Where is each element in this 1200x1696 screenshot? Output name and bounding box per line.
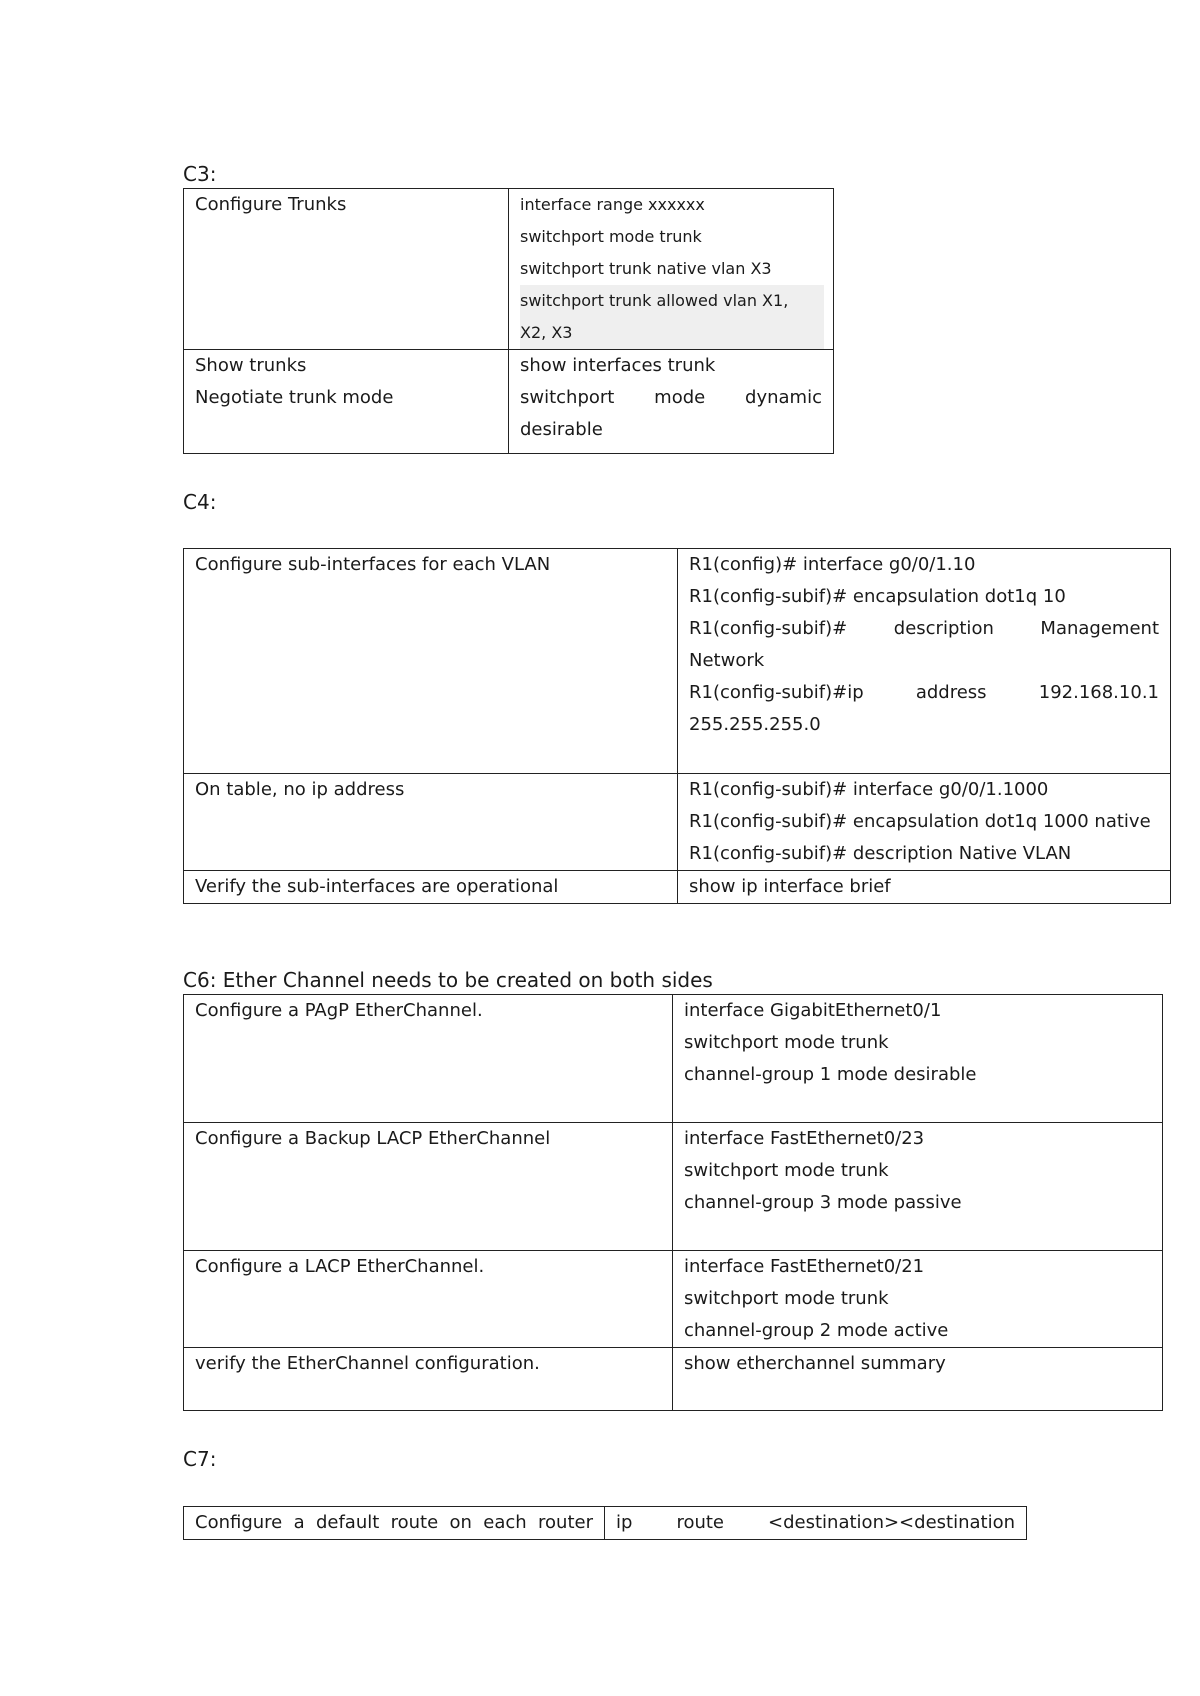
c3-heading: C3: [183, 162, 217, 186]
command-line: switchport mode trunk [684, 1288, 889, 1309]
command-line: Network [689, 650, 765, 671]
row-label: Configure a default route on each router [195, 1512, 593, 1533]
command-line: interface GigabitEthernet0/1 [684, 1000, 942, 1021]
command-cell [673, 1251, 1163, 1348]
command-line: channel-group 2 mode active [684, 1320, 949, 1341]
command-cell [509, 189, 834, 350]
table-row [184, 1123, 1163, 1251]
label-cell [184, 1251, 673, 1348]
command-line: R1(config-subif)# encapsulation dot1q 10 [689, 586, 1066, 607]
command-line: switchport mode trunk [684, 1160, 889, 1181]
table-row [184, 350, 834, 454]
command-cell [605, 1507, 1027, 1540]
label-cell [184, 350, 509, 454]
command-line: interface FastEthernet0/23 [684, 1128, 925, 1149]
command-line: interface range xxxxxx [520, 195, 705, 214]
table-row [184, 774, 1171, 871]
label-cell [184, 774, 678, 871]
command-cell [673, 995, 1163, 1123]
command-line: switchport mode dynamic [520, 387, 822, 408]
row-label: On table, no ip address [195, 779, 405, 800]
table-row [184, 1348, 1163, 1411]
table-row [184, 871, 1171, 904]
command-line: desirable [520, 419, 603, 440]
c4-table [183, 548, 1171, 904]
command-line: show interfaces trunk [520, 355, 716, 376]
command-line: R1(config-subif)# description Management [689, 618, 1159, 639]
command-line: R1(config)# interface g0/0/1.10 [689, 554, 976, 575]
command-line: channel-group 1 mode desirable [684, 1064, 977, 1085]
command-cell [678, 774, 1171, 871]
c6-heading: C6: Ether Channel needs to be created on both sides [183, 968, 713, 992]
command-line: switchport mode trunk [684, 1032, 889, 1053]
row-label: Configure a LACP EtherChannel. [195, 1256, 485, 1277]
row-label: Configure a PAgP EtherChannel. [195, 1000, 483, 1021]
command-line: show etherchannel summary [684, 1353, 946, 1374]
command-line: R1(config-subif)# description Native VLAN [689, 843, 1072, 864]
c6-table [183, 994, 1163, 1411]
command-line: show ip interface brief [689, 876, 891, 897]
c7-heading: C7: [183, 1447, 217, 1471]
label-cell [184, 995, 673, 1123]
c3-table [183, 188, 834, 454]
command-cell [509, 350, 834, 454]
row-label: Show trunks [195, 355, 307, 376]
command-line: R1(config-subif)# interface g0/0/1.1000 [689, 779, 1049, 800]
command-line: switchport trunk native vlan X3 [520, 259, 772, 278]
c4-heading: C4: [183, 490, 217, 514]
row-label: Verify the sub-interfaces are operational [195, 876, 559, 897]
command-cell [673, 1348, 1163, 1411]
row-label: Configure a Backup LACP EtherChannel [195, 1128, 551, 1149]
command-line: R1(config-subif)# encapsulation dot1q 1000 native [689, 811, 1151, 832]
label-cell [184, 189, 509, 350]
command-cell [673, 1123, 1163, 1251]
label-cell [184, 549, 678, 774]
table-row [184, 549, 1171, 774]
command-line: ip route <destination><destination [616, 1512, 1015, 1533]
row-label: Configure Trunks [195, 194, 347, 215]
command-line: interface FastEthernet0/21 [684, 1256, 925, 1277]
label-cell [184, 871, 678, 904]
table-row [184, 189, 834, 350]
command-line: X2, X3 [520, 317, 824, 349]
table-row [184, 1251, 1163, 1348]
table-row [184, 995, 1163, 1123]
command-line: switchport mode trunk [520, 227, 702, 246]
command-line: R1(config-subif)#ip address 192.168.10.1 [689, 682, 1159, 703]
c7-table [183, 1506, 1027, 1540]
command-cell [678, 871, 1171, 904]
command-cell [678, 549, 1171, 774]
label-cell [184, 1123, 673, 1251]
row-label: verify the EtherChannel configuration. [195, 1353, 540, 1374]
command-line: channel-group 3 mode passive [684, 1192, 962, 1213]
command-line: 255.255.255.0 [689, 714, 821, 735]
label-cell [184, 1507, 605, 1540]
command-line: switchport trunk allowed vlan X1, [520, 285, 824, 317]
row-label: Negotiate trunk mode [195, 387, 394, 408]
label-cell [184, 1348, 673, 1411]
row-label: Configure sub-interfaces for each VLAN [195, 554, 551, 575]
table-row [184, 1507, 1027, 1540]
